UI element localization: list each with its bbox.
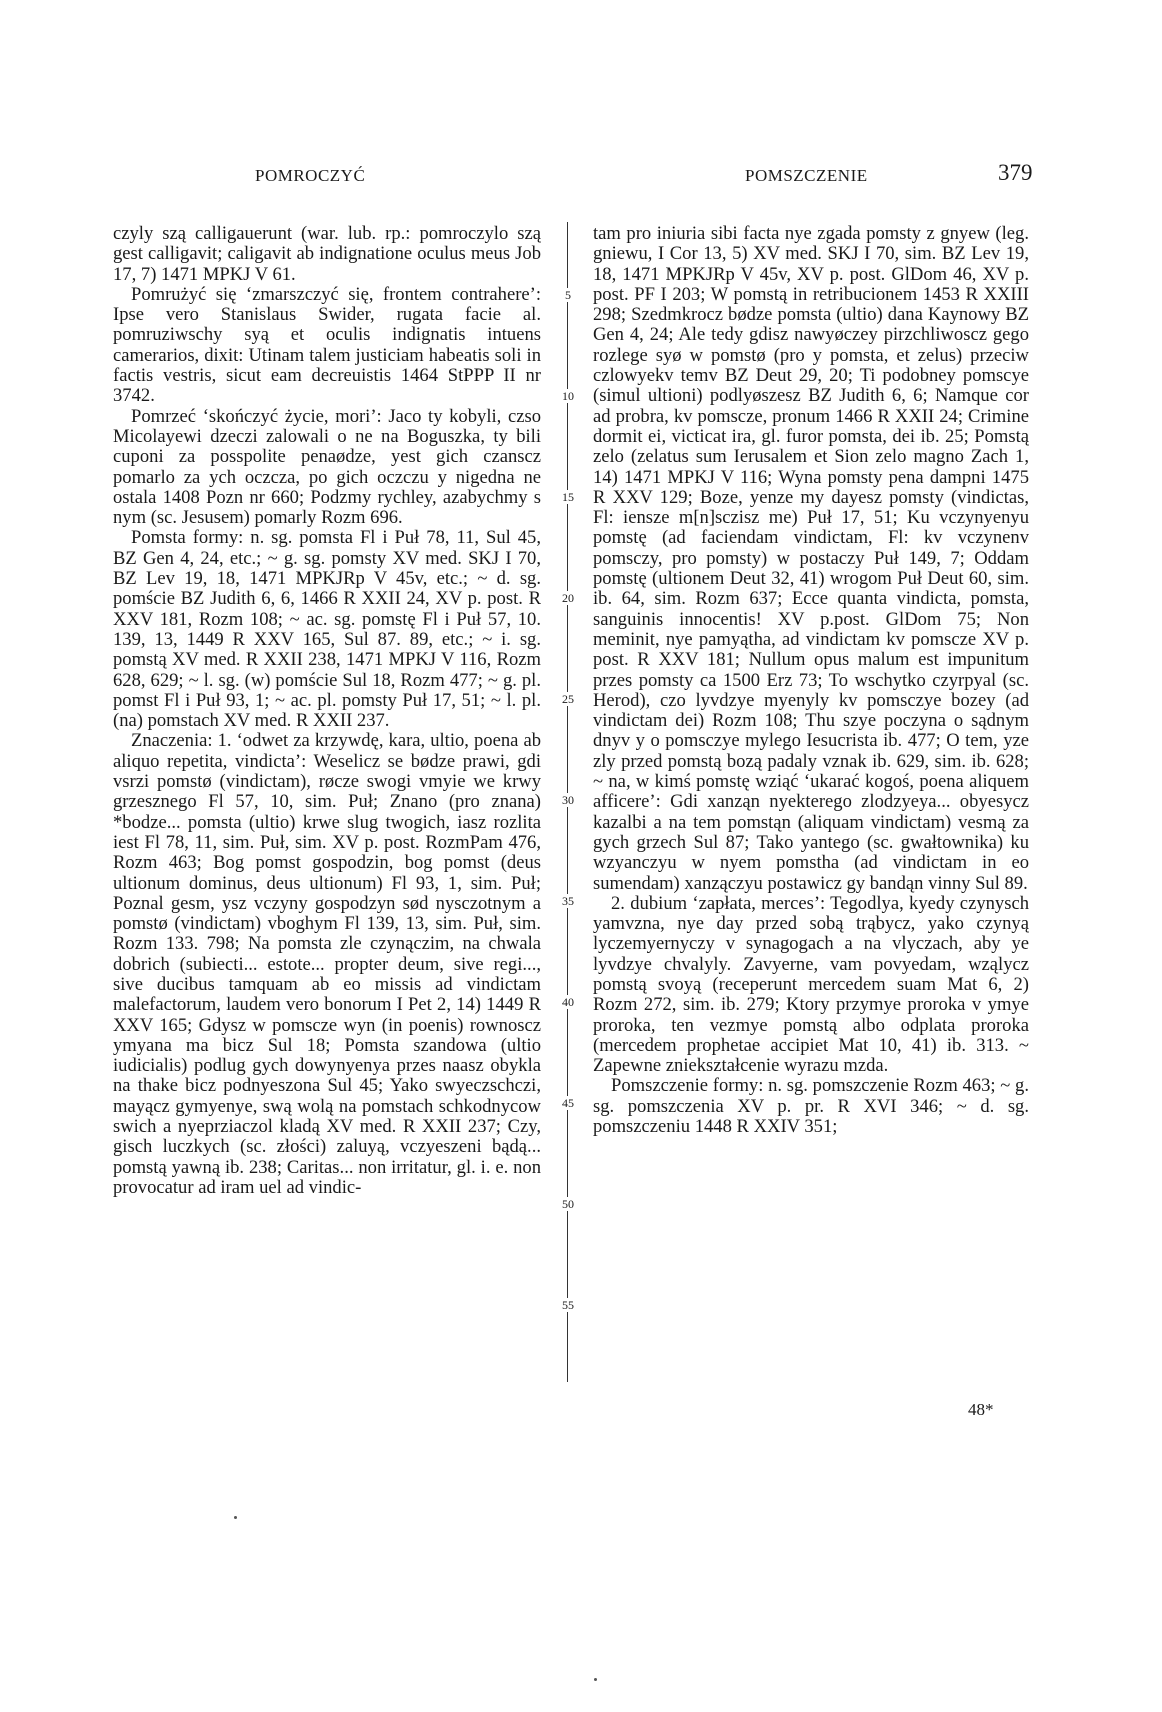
page-number: 379 xyxy=(998,160,1033,185)
entry-pomrzec: Pomrzeć ‘skończyć życie, mori’: Jaco ty kobyli, czso Micolayewi dzeczi zalowali o ne na Boguszka, ty bili cuponi za posspolite penaødze, yest gich czanscz pomarlo za ych oczcza, po gich oczczu y nigedna ne ostala 1408 Pozn nr 660; Podzmy rychley, azabychmy s nym (sc. Jesusem) pomarly Rozm 696. xyxy=(113,405,541,529)
line-number: 10 xyxy=(557,389,579,403)
scan-speck xyxy=(594,1678,597,1681)
paragraph-continuation: tam pro iniuria sibi facta nye zgada pomsty z gnyew (leg. gniewu, I Cor 13, 5) XV med. SKJ I 70, sim. BZ Lev 19, 18, 1471 MPKJRp V 45v, XV p. post. GlDom 46, XV p. post. PF I 203; W pomstą in retribucionem 1453 R XXIII 298; Szedmkrocz bødze pomsta (ultio) dana Kaynowy BZ Gen 4, 24; Ale tedy gdisz nawyøczey pirzchliwoscz gego rozlege syø w pomstø (pro y pomsta, et zelus) przeciw czlowyekv temv BZ Deut 29, 20; Ti podobney pomscye (simul ultioni) podlyøszesz BZ Judith 6, 6; Namque cor ad probra, kv pomscze, pronum 1466 R XXII 24; Crimine dormit ei, victicat ira, gl. furor pomsta, dei ib. 25; Pomstą zelo (zelatus sum Ierusalem et Sion zelo magno Zach 1, 14) 1471 MPKJ V 116; Wyna pomsty pena dampni 1475 R XXV 129; Boze, yenze my dayesz pomsty (vindictas, Fl: iensze m[n]sczisz me) Puł 17, 51; Ku vczynyenyu pomstę (ad faciendam vindictam, Fl: kv vczynenv pomsczy, pro pomsty) w postaczy Puł 149, 7; Oddam pomstę (ultionem Deut 32, 41) wrogom Puł Deut 60, sim. ib. 64, sim. Rozm 637; Ecce quanta vindicta, pomsta, sanguinis innocentis! XV p.post. GlDom 75; Non meminit, nye pamyątha, ad vindictam kv pomscze XV p. post. R XXV 181; Nullum opus malum est impunitum przes pomsty ca 1500 Erz 73; To wschytko czyrpyal (sc. Herod), czo lyvdzye myenyly kv pomsczye bozey (ad vindictam dei) Rozm 108; Thu szye poczyna o sądnym dnyv y o pomsczye mylego Iesucrista ib. 477; O tem, yze zly przed pomstą bozą padaly vznak ib. 629, sim. ib. 628; ~ na, w kimś pomstę wziąć ‘ukarać kogoś, poena aliquem afficere’: Gdi xanząn nyekterego zlodzyeya... obyesycz kazalbi a na tem pomstąn (aliquam vindictam) vesmą za gych grzech Sul 87; Tako yantego (sc. gwałtownika) ku wzyanczyu w nyem pomstha (ad vindictam in eo sumendam) xanzączyu postawicz gy bandąn vinny Sul 89. xyxy=(593,224,1029,894)
line-number: 5 xyxy=(557,288,579,302)
line-number: 55 xyxy=(557,1298,579,1312)
entry-pomszczenie: Pomszczenie formy: n. sg. pomszczenie Rozm 463; ~ g. sg. pomszczenia XV p. pr. R XVI 346; ~ d. sg. pomszczeniu 1448 R XXIV 351; xyxy=(593,1075,1029,1138)
entry-pomruzyc-sie: Pomrużyć się ‘zmarszczyć się, frontem contrahere’: Ipse vero Stanislaus Swider, rugata facie al. pomruziwschy syą et oculis indignatis intuens camerarios, dixit: Utinam talem justiciam habeatis soli in factis vestris, sicut eam decreuistis 1464 StPPP II nr 3742. xyxy=(113,283,541,407)
left-column xyxy=(113,224,541,1382)
line-number: 35 xyxy=(557,894,579,908)
scan-speck xyxy=(234,1516,237,1519)
paragraph-continuation: czyly szą calligauerunt (war. lub. rp.: pomroczylo szą gest calligavit; caligavit ab indignatione oculus meus Job 17, 7) 1471 MPKJ V 61. xyxy=(113,224,541,285)
line-number: 15 xyxy=(557,490,579,504)
line-number: 20 xyxy=(557,591,579,605)
line-number: 45 xyxy=(557,1096,579,1110)
sheet-signature: 48* xyxy=(968,1400,994,1419)
running-head-left: POMROCZYĆ xyxy=(255,166,366,185)
line-number: 30 xyxy=(557,793,579,807)
entry-pomsta-meanings: Znaczenia: 1. ‘odwet za krzywdę, kara, ultio, poena ab aliquo repetita, vindicta’: Weselicz se bødze prawi, gdi vsrzi pomstø (vindictam), røcze swogi vmyie we krwy grzesznego Fl 57, 10, sim. Puł; Znano (pro znana) *bodze... pomsta (ultio) krwe slug twogich, iasz rozlita iest Fl 78, 11, sim. Puł, sim. XV p. post. RozmPam 476, Rozm 463; Bog pomst gospodzin, bog pomst (deus ultionum dominus, deus ultionum) Fl 93, 1, sim. Puł; Poznal gesm, ysz vczyny gospodzyn sød nysczotnym a pomstø (vindictam) vboghym Fl 139, 13, sim. Puł, sim. Rozm 133. 798; Na pomsta zle czynączim, na chwala dobrich (subiecti... estote... propter deum, sive regi..., sive ducibus tamquam ab eo missis ad vindictam malefactorum, laudem vero bonorum I Pet 2, 14) 1449 R XXV 165; Gdysz w pomscze wyn (in poenis) rownoscz ymyana ma bicz Sul 18; Pomsta szandowa (ultio iudicialis) podlug gych dowynyenya przes naasz obykla na thake bicz podnyeszona Sul 45; Yako swyeczschczi, mayącz gymyenye, swą wolą na pomstach schkodnycow swich a nyeprziaczol kladą XV med. R XXII 237; Czy, gisch luczkych (sc. złości) zaluyą, vczyeszeni bądą... pomstą yawną ib. 238; Caritas... non irritatur, gl. i. e. non provocatur ad iram uel ad vindic- xyxy=(113,730,541,1198)
line-number: 50 xyxy=(557,1197,579,1211)
line-number: 25 xyxy=(557,692,579,706)
right-column xyxy=(593,224,1029,1382)
running-head-right: POMSZCZENIE xyxy=(745,166,868,185)
line-number: 40 xyxy=(557,995,579,1009)
entry-pomsta-forms: Pomsta formy: n. sg. pomsta Fl i Puł 78, 11, Sul 45, BZ Gen 4, 24, etc.; ~ g. sg. pomsty XV med. SKJ I 70, BZ Lev 19, 18, 1471 MPKJRp V 45v, etc.; ~ d. sg. pomście BZ Judith 6, 6, 1466 R XXII 24, XV p. post. R XXV 181, Rozm 108; ~ ac. sg. pomstę Fl i Puł 57, 10. 139, 13, 1449 R XXV 165, Sul 87. 89, etc.; ~ i. sg. pomstą XV med. R XXII 238, 1471 MPKJ V 116, Rozm 628, 629; ~ l. sg. (w) pomście Sul 18, Rozm 477; ~ g. pl. pomst Fl i Puł 93, 1; ~ ac. pl. pomsty Puł 17, 51; ~ l. pl. (na) pomstach XV med. R XXII 237. xyxy=(113,527,541,732)
entry-pomsta-meaning-2: 2. dubium ‘zapłata, merces’: Tegodlya, kyedy czynysch yamvzna, nye day przed sobą trąbycz, yako czynyą lyczemyernyczy v synagogach a na vlyczach, aby ye lyvdzye chvalyly. Zavyerne, vam povyedam, wząlycz pomstą svoyą (receperunt mercedem suam Mat 6, 2) Rozm 272, sim. ib. 279; Ktory przymye proroka v ymye proroka, ten vezmye pomstą albo odplata proroka (mercedem prophetae accipiet Mat 10, 41) ib. 313. ~ Zapewne zniekształcenie wyrazu mzda. xyxy=(593,892,1029,1077)
